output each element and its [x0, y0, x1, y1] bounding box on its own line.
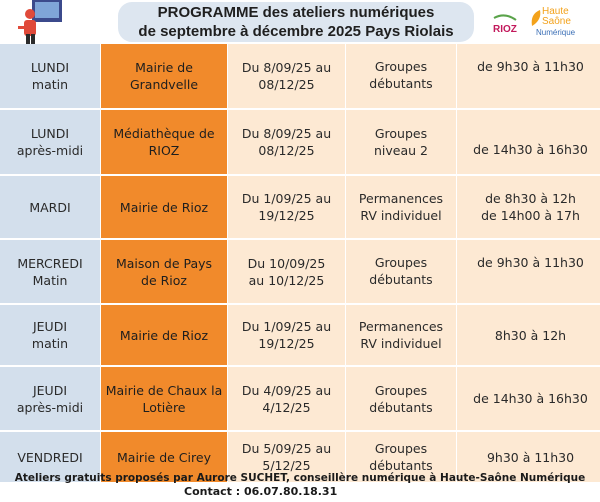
rioz-logo-text: RIOZ — [493, 24, 517, 35]
dates-cell — [228, 44, 345, 108]
time-cell — [457, 110, 600, 174]
type-cell — [346, 110, 456, 174]
place-cell-line: Grandvelle — [129, 77, 199, 92]
type-cell-line: Permanences — [358, 191, 444, 206]
dates-cell-line: au 10/12/25 — [248, 272, 325, 288]
type-cell-line: débutants — [369, 458, 433, 473]
dates-cell-line: Du 1/09/25 au — [241, 319, 332, 334]
dates-cell — [228, 305, 345, 365]
day-cell-line: JEUDI — [32, 382, 68, 398]
time-cell-line: 9h30 à 11h30 — [486, 449, 575, 465]
type-cell-line: Groupes — [374, 441, 428, 456]
time-cell — [457, 240, 600, 303]
day-cell — [0, 305, 100, 365]
place-cell-line: Mairie de — [135, 60, 193, 75]
dates-cell — [228, 367, 345, 430]
day-cell-line: LUNDI — [30, 126, 70, 141]
haute-saone-numerique-logo — [530, 6, 596, 42]
type-cell-line: débutants — [369, 272, 433, 287]
day-cell-line: matin — [31, 336, 69, 351]
time-cell-line: de 9h30 à 11h30 — [477, 255, 584, 270]
illustration-icon — [18, 0, 66, 44]
title-box — [118, 2, 474, 42]
logo-hsn-line2: Saône — [542, 16, 571, 27]
type-cell — [346, 305, 456, 365]
day-cell-line: VENDREDI — [17, 449, 83, 465]
leaf-icon — [530, 8, 542, 28]
place-cell-line: Médiathèque de — [113, 126, 215, 141]
place-cell-line: de Rioz — [141, 272, 187, 288]
time-cell-line: de 14h30 à 16h30 — [473, 142, 588, 157]
type-cell — [346, 44, 456, 108]
day-cell — [0, 367, 100, 430]
schedule-table — [0, 44, 600, 473]
time-cell — [457, 176, 600, 238]
day-cell-line: JEUDI — [32, 319, 68, 334]
place-cell-line: Lotière — [142, 399, 186, 415]
place-cell — [101, 240, 227, 303]
type-cell — [346, 240, 456, 303]
place-cell-line: Mairie de Rioz — [119, 327, 209, 343]
header — [0, 0, 600, 44]
logo-hsn-line1: Haute — [542, 6, 569, 17]
place-cell-line: Maison de Pays — [115, 255, 213, 271]
place-cell-line: Mairie de Chaux la — [105, 382, 223, 398]
day-cell-line: MARDI — [29, 199, 71, 215]
time-cell — [457, 44, 600, 108]
type-cell-line: Groupes — [374, 382, 428, 398]
day-cell-line: MERCREDI — [17, 255, 83, 271]
place-cell — [101, 367, 227, 430]
place-cell-line: RIOZ — [148, 143, 180, 158]
dates-cell-line: Du 4/09/25 au — [241, 382, 332, 398]
dates-cell — [228, 240, 345, 303]
type-cell-line: Groupes — [374, 59, 428, 74]
time-cell — [457, 305, 600, 365]
place-cell — [101, 110, 227, 174]
dates-cell-line: 5/12/25 — [262, 458, 311, 473]
place-cell-line: Mairie de Cirey — [117, 449, 211, 465]
dates-cell-line: 19/12/25 — [258, 336, 315, 351]
time-cell-line: de 8h30 à 12h — [485, 191, 576, 206]
time-cell-line: de 14h00 à 17h — [481, 208, 580, 223]
footer-credit: Ateliers gratuits proposés par Aurore SUCHET, conseillère numérique à Haute-Saône Numérique — [14, 472, 586, 484]
day-cell — [0, 110, 100, 174]
place-cell — [101, 176, 227, 238]
type-cell-line: RV individuel — [360, 336, 442, 351]
page-title-line-1: PROGRAMME des ateliers numériques — [157, 4, 435, 21]
type-cell-line: niveau 2 — [374, 143, 428, 158]
footer-contact: Contact : 06.07.80.18.31 — [184, 485, 338, 498]
place-cell — [101, 305, 227, 365]
rioz-logo — [492, 14, 518, 36]
type-cell — [346, 176, 456, 238]
type-cell — [346, 367, 456, 430]
day-cell-line: LUNDI — [30, 60, 70, 75]
dates-cell-line: 08/12/25 — [258, 77, 315, 92]
time-cell — [457, 367, 600, 430]
day-cell — [0, 176, 100, 238]
footer — [0, 472, 600, 502]
page-title-line-2: de septembre à décembre 2025 Pays Riolais — [138, 23, 454, 40]
type-cell-line: Groupes — [374, 126, 428, 141]
dates-cell-line: 4/12/25 — [262, 399, 311, 415]
day-cell — [0, 240, 100, 303]
day-cell-line: après-midi — [16, 143, 84, 158]
dates-cell-line: Du 8/09/25 au — [241, 126, 332, 141]
day-cell-line: Matin — [32, 272, 68, 288]
dates-cell-line: Du 10/09/25 — [247, 255, 326, 271]
dates-cell-line: 08/12/25 — [258, 143, 315, 158]
place-cell-line: Mairie de Rioz — [119, 199, 209, 215]
type-cell-line: débutants — [369, 399, 433, 415]
dates-cell-line: Du 5/09/25 au — [241, 441, 332, 456]
time-cell-line: 8h30 à 12h — [494, 327, 567, 343]
type-cell-line: Groupes — [374, 255, 428, 270]
type-cell-line: Permanences — [358, 319, 444, 334]
type-cell-line: débutants — [369, 76, 433, 91]
dates-cell-line: Du 1/09/25 au — [241, 191, 332, 206]
dates-cell-line: 19/12/25 — [258, 208, 315, 223]
day-cell-line: après-midi — [16, 399, 84, 415]
dates-cell — [228, 176, 345, 238]
dates-cell-line: Du 8/09/25 au — [241, 60, 332, 75]
day-cell-line: matin — [31, 77, 69, 92]
logo-hsn-line3: Numérique — [536, 28, 576, 37]
type-cell-line: RV individuel — [360, 208, 442, 223]
time-cell-line: de 14h30 à 16h30 — [473, 391, 588, 406]
place-cell — [101, 44, 227, 108]
time-cell-line: de 9h30 à 11h30 — [477, 59, 584, 74]
day-cell — [0, 44, 100, 108]
dates-cell — [228, 110, 345, 174]
